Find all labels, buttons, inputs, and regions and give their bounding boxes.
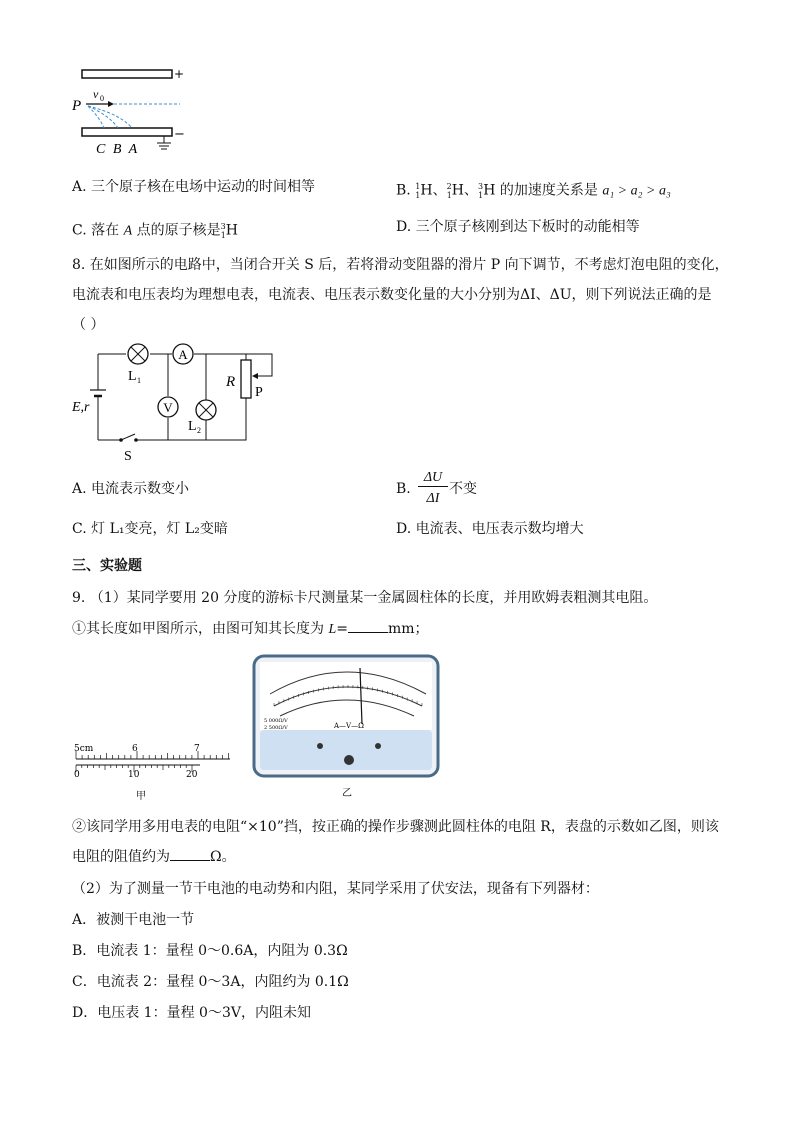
- bottom-plate: [82, 128, 172, 136]
- caliper-vernier-20: 20: [186, 770, 198, 780]
- switch-label: S: [124, 449, 132, 464]
- q8-stem-line1: 8. 在如图所示的电路中，当闭合开关 S 后，若将滑动变阻器的滑片 P 向下调节，不考虑灯泡电阻的变化，: [72, 257, 729, 273]
- slider-label: P: [255, 385, 263, 400]
- lamp-l1-sub: 1: [137, 376, 141, 385]
- v0-label: v: [93, 87, 99, 101]
- q7-option-d: D. 三个原子核刚到达下板时的动能相等: [396, 219, 640, 235]
- selector-knob-icon[interactable]: [344, 755, 354, 765]
- p-label: P: [72, 98, 82, 114]
- q7-option-c: C. 落在 A 点的原子核是$^3_1$H: [72, 222, 238, 241]
- ground-icon: [157, 136, 171, 149]
- meter-spec-1: 5 000Ω/V: [264, 718, 288, 724]
- trajectory-c: [88, 106, 104, 128]
- caliper-caption: 甲: [136, 791, 146, 802]
- plus-sign: +: [174, 67, 185, 81]
- caliper-vernier-0: 0: [74, 770, 80, 780]
- lamp-l2-icon: [196, 400, 216, 420]
- q8-option-c: C. 灯 L₁变亮，灯 L₂变暗: [72, 521, 228, 537]
- answer-blank[interactable]: [170, 848, 210, 861]
- source-label: E,r: [72, 400, 90, 415]
- lamp-l1-icon: [128, 344, 148, 364]
- q8-option-d: D. 电流表、电压表示数均增大: [396, 521, 584, 537]
- section-title: 三、实验题: [72, 558, 142, 574]
- vernier-caliper-figure: [70, 735, 240, 805]
- caliper-unit: 5cm: [74, 744, 94, 754]
- zero-adjust-screw-icon[interactable]: [317, 743, 323, 749]
- switch-icon: [119, 434, 138, 442]
- trajectory-b: [88, 106, 118, 128]
- q9-stem-line3: ②该同学用多用电表的电阻“×10”挡，按正确的操作步骤测此圆柱体的电阻 R，表盘的示数如乙图，则该: [72, 819, 719, 835]
- answer-blank[interactable]: [348, 620, 388, 633]
- meter-spec-2: 2 500Ω/V: [264, 725, 288, 731]
- meter-scale-text: A—V—Ω: [334, 722, 364, 730]
- meter-caption: 乙: [342, 788, 352, 799]
- q8-option-b-numerator: ΔU: [418, 470, 448, 487]
- lamp-l2-sub: 2: [197, 426, 201, 435]
- top-plate: [82, 70, 172, 78]
- slider-arrow-icon: [252, 373, 258, 379]
- minus-sign: −: [174, 127, 185, 142]
- q8-option-b-prefix: B.: [396, 481, 411, 497]
- equipment-item-d: D．电压表 1：量程 0～3V，内阻未知: [72, 1005, 311, 1021]
- multimeter-figure: [252, 654, 452, 804]
- arrow-head-icon: [108, 101, 114, 107]
- circuit-diagram: [68, 340, 308, 470]
- rheostat-label: R: [226, 374, 236, 390]
- q9-stem-line4: 电阻的阻值约为 Ω。: [72, 849, 236, 865]
- equipment-item-a: A．被测干电池一节: [72, 912, 195, 928]
- v0-subscript: 0: [100, 94, 104, 103]
- terminal-icon[interactable]: [375, 743, 381, 749]
- q8-option-b-suffix: 不变: [449, 481, 477, 497]
- caliper-main-6: 6: [132, 744, 138, 754]
- q9-stem-line2: ①其长度如甲图所示，由图可知其长度为 L= mm；: [72, 621, 429, 637]
- q8-option-a: A. 电流表示数变小: [72, 481, 190, 497]
- equipment-item-b: B．电流表 1：量程 0～0.6A，内阻为 0.3Ω: [72, 943, 348, 959]
- q9-part2: （2）为了测量一节干电池的电动势和内阻，某同学采用了伏安法，现备有下列器材：: [72, 881, 599, 897]
- q7-option-b: B. $^1_1$H、$^2_1$H、$^3_1$H 的加速度关系是 a₁ > a₂ > a₃: [396, 182, 671, 201]
- equipment-item-c: C．电流表 2：量程 0～3A，内阻约为 0.1Ω: [72, 974, 349, 990]
- caliper-main-7: 7: [194, 744, 200, 754]
- parallel-plate-figure: [60, 62, 260, 157]
- q9-stem-line1: 9. （1）某同学要用 20 分度的游标卡尺测量某一金属圆柱体的长度，并用欧姆表粗测其电阻。: [72, 590, 658, 606]
- main-scale-ticks: [76, 751, 229, 759]
- slider-wire: [254, 354, 272, 376]
- ammeter-label: A: [178, 347, 188, 362]
- lamp-l1-label: L: [128, 369, 137, 384]
- q7-option-a: A. 三个原子核在电场中运动的时间相等: [72, 179, 316, 195]
- landing-labels: C B A: [96, 142, 140, 157]
- lamp-l2-label: L: [188, 419, 197, 434]
- q8-option-b-denominator: ΔI: [426, 491, 440, 506]
- q8-stem-line2: 电流表和电压表均为理想电表，电流表、电压表示数变化量的大小分别为ΔI、ΔU，则下列说法正确的是: [72, 287, 712, 303]
- voltmeter-label: V: [163, 400, 173, 415]
- caliper-vernier-10: 10: [128, 770, 140, 780]
- rheostat-icon: [241, 360, 251, 398]
- q8-answer-paren: （ ）: [72, 317, 105, 333]
